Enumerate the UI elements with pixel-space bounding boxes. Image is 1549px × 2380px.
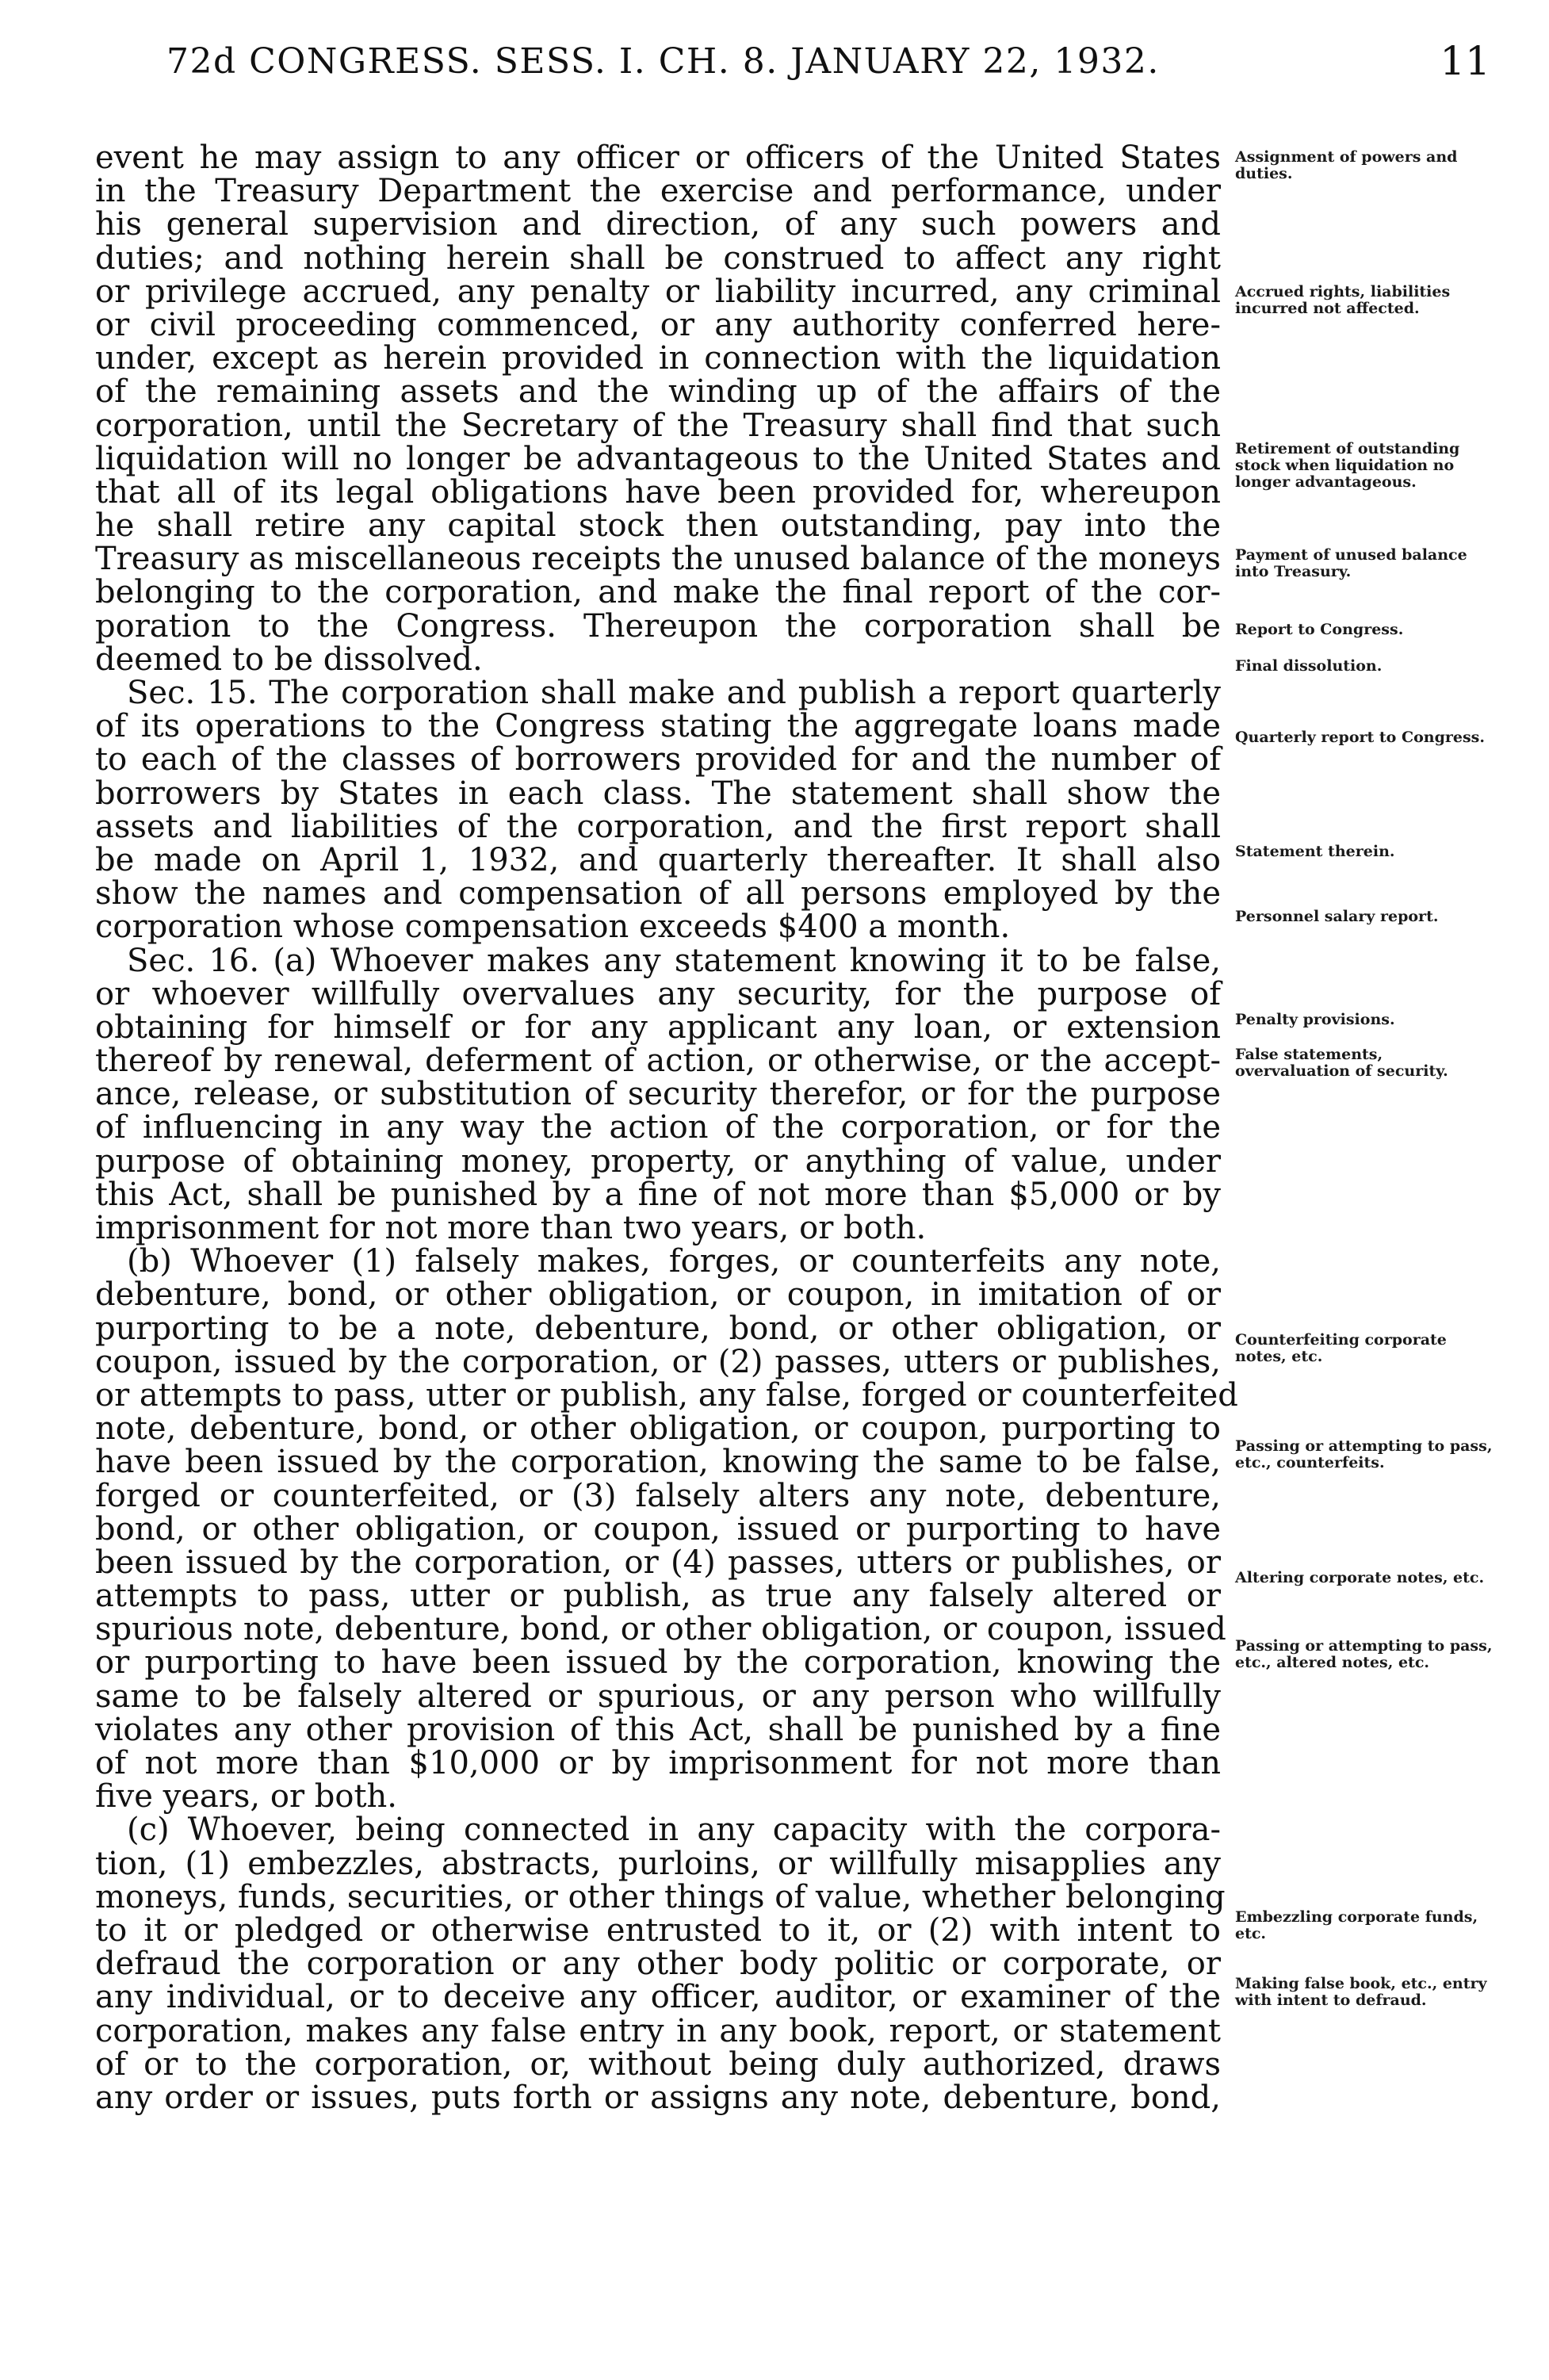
margin-note: Retirement of outstanding stock when liquidation no longer advantageous. xyxy=(1235,440,1460,491)
text-line: have been issued by the corporation, knowing the same to be false, xyxy=(95,1444,1221,1481)
text-line: any order or issues, puts forth or assigns any note, debenture, bond, xyxy=(95,2079,1221,2116)
text-line: of the remaining assets and the winding up of the affairs of the xyxy=(95,373,1221,411)
text-line: be made on April 1, 1932, and quarterly thereafter. It shall also xyxy=(95,841,1221,878)
text-line: belonging to the corporation, and make the final report of the cor- xyxy=(95,574,1221,611)
text-line: defraud the corporation or any other body politic or corporate, or xyxy=(95,1946,1221,1983)
text-line: violates any other provision of this Act, shall be punished by a fine xyxy=(95,1711,1221,1748)
text-line: he shall retire any capital stock then outstanding, pay into the xyxy=(95,507,1221,545)
subsection-c-start: (c) Whoever, being connected in any capacity with the corpora- xyxy=(127,1812,1221,1849)
text-line: or civil proceeding commenced, or any authority conferred here- xyxy=(95,306,1221,343)
section-15-start: Sec. 15. The corporation shall make and publish a report quarterly xyxy=(127,675,1221,711)
text-line: moneys, funds, securities, or other things of value, whether belonging xyxy=(95,1878,1226,1915)
margin-note: Passing or attempting to pass, etc., counterfeits. xyxy=(1235,1437,1493,1471)
text-line: show the names and compensation of all persons employed by the xyxy=(95,875,1221,913)
text-line: or attempts to pass, utter or publish, any false, forged or counterfeited xyxy=(95,1376,1238,1414)
margin-note: False statements, overvaluation of security. xyxy=(1235,1046,1448,1080)
text-line: bond, or other obligation, or coupon, issued or purporting to have xyxy=(95,1510,1221,1548)
margin-note: Personnel salary report. xyxy=(1235,908,1439,925)
text-line: of not more than $10,000 or by imprisonment for not more than xyxy=(95,1745,1221,1781)
text-line: of or to the corporation, or, without being duly authorized, draws xyxy=(95,2045,1221,2083)
margin-note: Embezzling corporate funds, etc. xyxy=(1235,1908,1478,1942)
running-head-title: 72d CONGRESS. SESS. I. CH. 8. JANUARY 22, 1932. xyxy=(166,41,1160,82)
text-line: corporation whose compensation exceeds $400 a month. xyxy=(95,909,1011,946)
text-line: to it or pledged or otherwise entrusted to it, or (2) with intent to xyxy=(95,1911,1221,1949)
text-line: spurious note, debenture, bond, or other obligation, or coupon, issued xyxy=(95,1611,1226,1648)
marginal-notes xyxy=(1235,0,1497,2380)
text-line: forged or counterfeited, or (3) falsely alters any note, debenture, xyxy=(95,1477,1221,1514)
text-line: purporting to be a note, debenture, bond, or other obligation, or xyxy=(95,1310,1221,1347)
text-line: same to be falsely altered or spurious, or any person who willfully xyxy=(95,1678,1221,1715)
text-line: deemed to be dissolved. xyxy=(95,641,483,678)
subsection-b-start: (b) Whoever (1) falsely makes, forges, or counterfeits any note, xyxy=(127,1243,1221,1280)
text-line: that all of its legal obligations have been provided for, whereupon xyxy=(95,473,1221,511)
text-line: thereof by renewal, deferment of action, or otherwise, or the accept- xyxy=(95,1043,1221,1080)
margin-note: Quarterly report to Congress. xyxy=(1235,729,1485,746)
margin-note: Accrued rights, liabilities incurred not affected. xyxy=(1235,283,1451,317)
text-line: coupon, issued by the corporation, or (2) passes, utters or publishes, xyxy=(95,1343,1221,1380)
text-line: debenture, bond, or other obligation, or coupon, in imitation of or xyxy=(95,1276,1221,1314)
text-line: or whoever willfully overvalues any security, for the purpose of xyxy=(95,975,1221,1012)
text-line: liquidation will no longer be advantageous to the United States and xyxy=(95,440,1221,477)
text-line: attempts to pass, utter or publish, as true any falsely altered or xyxy=(95,1578,1221,1615)
text-line: of its operations to the Congress stating the aggregate loans made xyxy=(95,708,1221,745)
margin-note: Counterfeiting corporate notes, etc. xyxy=(1235,1331,1447,1365)
text-line: event he may assign to any officer or officers of the United States xyxy=(95,140,1221,176)
text-line: any individual, or to deceive any officer, auditor, or examiner of the xyxy=(95,1979,1221,2016)
text-line: assets and liabilities of the corporation, and the first report shall xyxy=(95,808,1221,845)
text-line: corporation, makes any false entry in any book, report, or statement xyxy=(95,2012,1221,2049)
text-line: imprisonment for not more than two years, or both. xyxy=(95,1210,927,1246)
margin-note: Assignment of powers and duties. xyxy=(1235,148,1458,182)
text-line: his general supervision and direction, of any such powers and xyxy=(95,206,1221,243)
text-line: or privilege accrued, any penalty or liability incurred, any criminal xyxy=(95,273,1221,310)
text-line: five years, or both. xyxy=(95,1778,398,1816)
text-line: borrowers by States in each class. The statement shall show the xyxy=(95,775,1221,812)
text-line: ance, release, or substitution of security therefor, or for the purpose xyxy=(95,1076,1221,1113)
text-line: poration to the Congress. Thereupon the corporation shall be xyxy=(95,607,1221,645)
text-line: to each of the classes of borrowers provided for and the number of xyxy=(95,741,1221,779)
text-line: under, except as herein provided in connection with the liquidation xyxy=(95,340,1221,377)
text-line: corporation, until the Secretary of the Treasury shall find that such xyxy=(95,407,1221,444)
text-line: obtaining for himself or for any applicant any loan, or extension xyxy=(95,1008,1221,1046)
margin-note: Report to Congress. xyxy=(1235,621,1404,638)
text-line: in the Treasury Department the exercise and performance, under xyxy=(95,173,1221,210)
margin-note: Passing or attempting to pass, etc., altered notes, etc. xyxy=(1235,1637,1493,1671)
page-number: 11 xyxy=(1440,38,1490,84)
text-line: tion, (1) embezzles, abstracts, purloins, or willfully misapplies any xyxy=(95,1845,1221,1882)
text-line: of influencing in any way the action of the corporation, or for the xyxy=(95,1109,1221,1146)
margin-note: Penalty provisions. xyxy=(1235,1011,1395,1028)
text-line: been issued by the corporation, or (4) passes, utters or publishes, or xyxy=(95,1544,1221,1581)
text-line: purpose of obtaining money, property, or anything of value, under xyxy=(95,1142,1221,1180)
margin-note: Final dissolution. xyxy=(1235,657,1383,675)
statute-text xyxy=(95,140,1238,2116)
text-line: note, debenture, bond, or other obligation, or coupon, purporting to xyxy=(95,1410,1221,1448)
text-line: duties; and nothing herein shall be construed to affect any right xyxy=(95,239,1221,277)
section-16-start: Sec. 16. (a) Whoever makes any statement knowing it to be false, xyxy=(127,942,1221,979)
margin-note: Statement therein. xyxy=(1235,843,1395,860)
text-line: or purporting to have been issued by the corporation, knowing the xyxy=(95,1644,1221,1682)
margin-note: Payment of unused balance into Treasury. xyxy=(1235,546,1467,580)
text-line: Treasury as miscellaneous receipts the unused balance of the moneys xyxy=(95,541,1222,578)
margin-note: Altering corporate notes, etc. xyxy=(1235,1569,1485,1586)
margin-note: Making false book, etc., entry with intent to defraud. xyxy=(1235,1975,1487,2009)
text-line: this Act, shall be punished by a fine of not more than $5,000 or by xyxy=(95,1176,1221,1213)
